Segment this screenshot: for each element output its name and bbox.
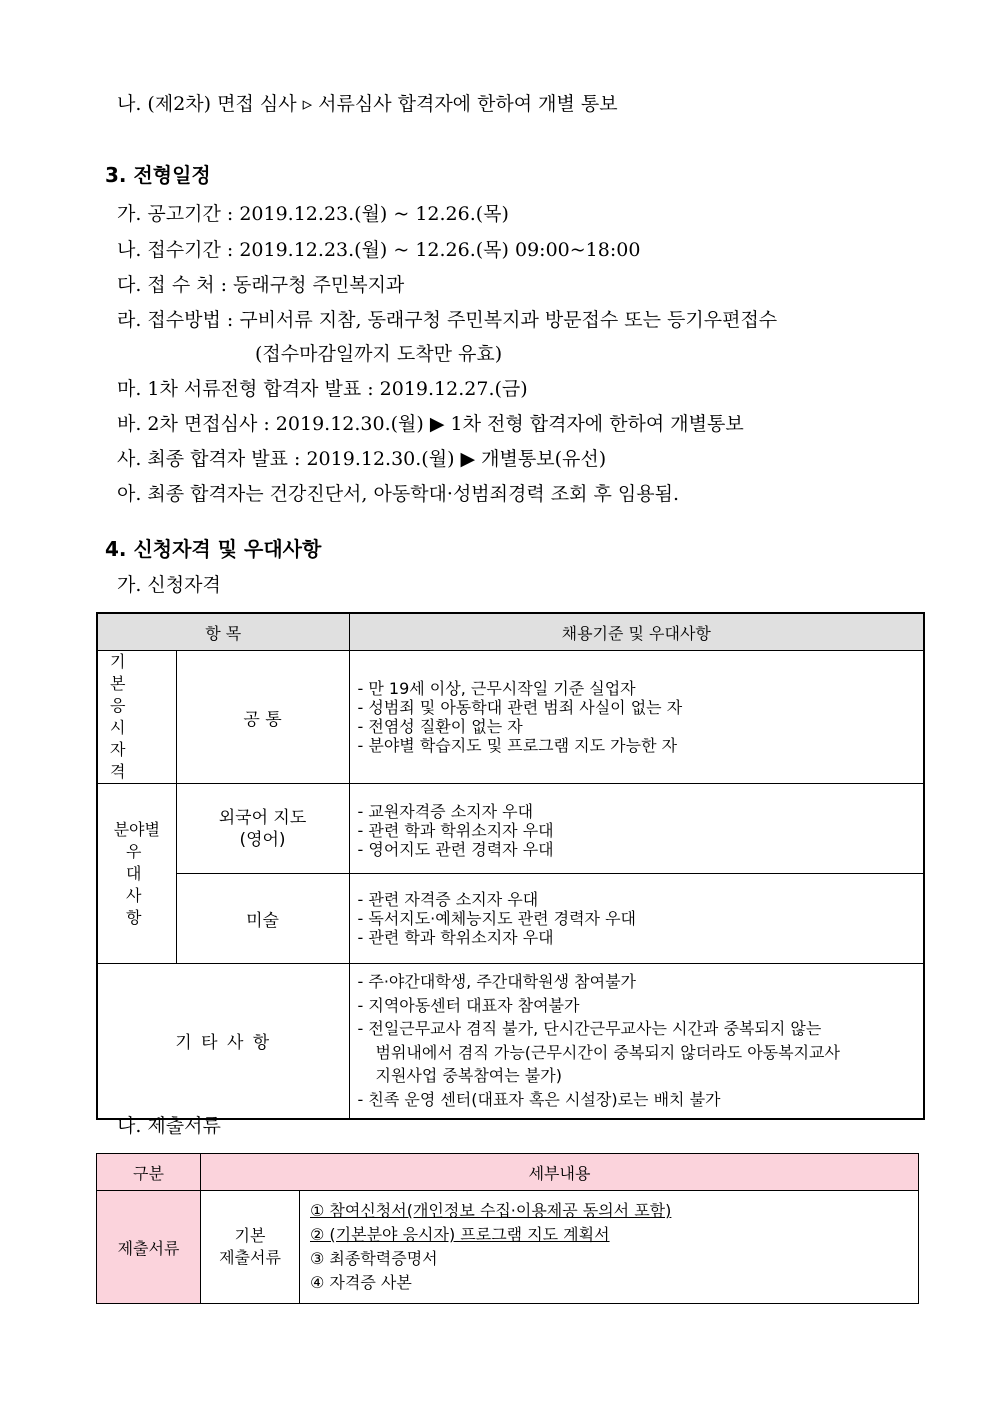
schedule-line: 마. 1차 서류전형 합격자 발표 : 2019.12.27.(금) bbox=[117, 378, 528, 400]
art-items: - 관련 자격증 소지자 우대 - 독서지도·예체능지도 관련 경력자 우대 - 관련 학과 학위소지자 우대 bbox=[349, 874, 924, 964]
foreign-language-items: - 교원자격증 소지자 우대 - 관련 학과 학위소지자 우대 - 영어지도 관련 경력자 우대 bbox=[349, 784, 924, 874]
schedule-line: 가. 공고기간 : 2019.12.23.(월) ~ 12.26.(목) bbox=[117, 203, 509, 225]
schedule-line: (접수마감일까지 도착만 유효) bbox=[255, 343, 503, 365]
schedule-line: 사. 최종 합격자 발표 : 2019.12.30.(월) ▶ 개별통보(유선) bbox=[117, 448, 607, 470]
schedule-line: 다. 접 수 처 : 동래구청 주민복지과 bbox=[117, 274, 405, 296]
schedule-line: 라. 접수방법 : 구비서류 지참, 동래구청 주민복지과 방문접수 또는 등기우편접수 bbox=[117, 309, 778, 331]
documents-items: ① 참여신청서(개인정보 수집·이용제공 동의서 포함) ② (기본분야 응시자) 프로그램 지도 계획서 ③ 최종학력증명서 ④ 자격증 사본 bbox=[300, 1191, 919, 1304]
header-criteria: 채용기준 및 우대사항 bbox=[349, 613, 924, 651]
header-type: 구분 bbox=[97, 1154, 201, 1191]
section-heading-qualification: 4. 신청자격 및 우대사항 bbox=[105, 537, 322, 561]
foreign-language-label: 외국어 지도 (영어) bbox=[176, 784, 349, 874]
interview-notice: 나. (제2차) 면접 심사 ▹ 서류심사 합격자에 한하여 개별 통보 bbox=[117, 93, 618, 115]
schedule-line: 아. 최종 합격자는 건강진단서, 아동학대·성범죄경력 조회 후 임용됨. bbox=[117, 483, 679, 505]
documents-row-label: 제출서류 bbox=[97, 1191, 201, 1304]
qualification-table bbox=[96, 612, 925, 1120]
field-group-label: 분야별 우 대 사 항 bbox=[97, 784, 176, 964]
subheading-qualification: 가. 신청자격 bbox=[117, 574, 221, 596]
documents-table bbox=[96, 1153, 919, 1304]
header-item: 항 목 bbox=[97, 613, 349, 651]
schedule-line: 바. 2차 면접심사 : 2019.12.30.(월) ▶ 1차 전형 합격자에 한하여 개별통보 bbox=[117, 413, 744, 435]
section-heading-schedule: 3. 전형일정 bbox=[105, 163, 211, 187]
basic-documents-label: 기본 제출서류 bbox=[201, 1191, 300, 1304]
subheading-documents: 나. 제출서류 bbox=[117, 1115, 221, 1137]
etc-label: 기 타 사 항 bbox=[97, 964, 349, 1119]
header-detail: 세부내용 bbox=[201, 1154, 919, 1191]
common-items: - 만 19세 이상, 근무시작일 기준 실업자 - 성범죄 및 아동학대 관련 범죄 사실이 없는 자 - 전염성 질환이 없는 자 - 분야별 학습지도 및 프로그램 지도 가능한 자 bbox=[349, 651, 924, 784]
common-label: 공 통 bbox=[176, 651, 349, 784]
schedule-line: 나. 접수기간 : 2019.12.23.(월) ~ 12.26.(목) 09:00~18:00 bbox=[117, 239, 641, 261]
art-label: 미술 bbox=[176, 874, 349, 964]
basic-group-label: 기 본 응 시 자 격 bbox=[97, 651, 176, 784]
etc-items: - 주·야간대학생, 주간대학원생 참여불가 - 지역아동센터 대표자 참여불가 - 전일근무교사 겸직 불가, 단시간근무교사는 시간과 중복되지 않는 범위내에서 겸직 가능(근무시간이 중복되지 않더라도 아동복지교사 지원사업 중복참여는 불가) - 친족 운영 센터(대표자 혹은 시설장)로는 배치 불가 bbox=[349, 964, 924, 1119]
